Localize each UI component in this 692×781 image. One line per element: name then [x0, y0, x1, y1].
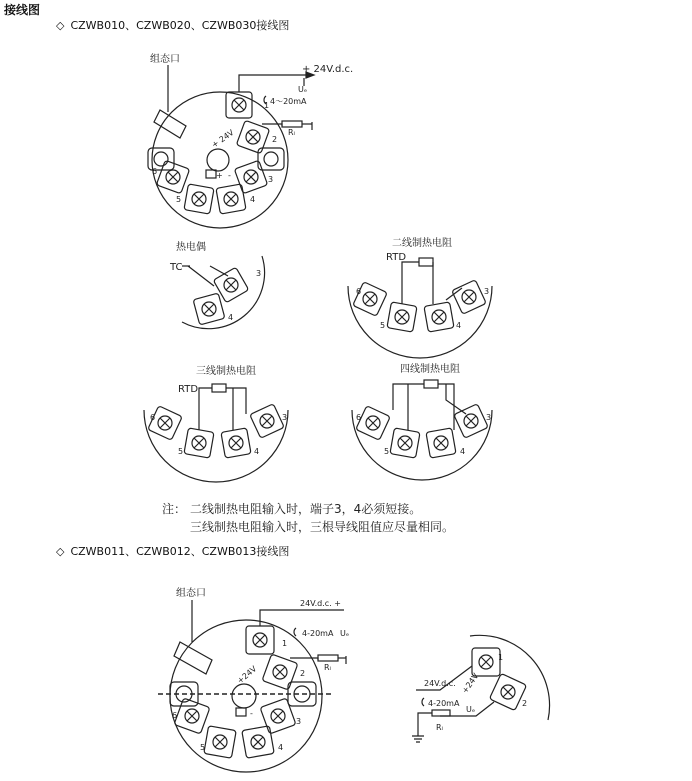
- s1-port-label: 组态口: [150, 54, 180, 65]
- note-line-2: 三线制热电阻输入时，三根导线阻值应尽量相同。: [190, 520, 455, 534]
- side-plus24v-label: +24V: [460, 671, 481, 696]
- s2-center-hole: [232, 684, 256, 708]
- page-heading: 接线图: [4, 3, 41, 17]
- s1-supply-label: + 24V.d.c.: [302, 64, 354, 75]
- two-wire-lead-a: [402, 262, 419, 304]
- three-wire-terminal-5: [184, 428, 214, 458]
- section1-title-text: CZWB010、CZWB020、CZWB030接线图: [70, 19, 290, 32]
- four-wire-term-label-4: 4: [460, 447, 466, 456]
- four-wire-diagram: [352, 380, 492, 480]
- s2-current-loop-icon: [294, 628, 296, 636]
- side-resistor: [432, 710, 450, 716]
- two-wire-term-label-6: 6: [356, 287, 362, 296]
- three-wire-lead-b: [226, 388, 246, 414]
- s1-term-label-3: 3: [268, 175, 274, 184]
- two-wire-terminal-5: [387, 302, 417, 332]
- s2-rl-wire: [290, 658, 318, 660]
- two-wire-diagram: [348, 258, 492, 358]
- s2-plus24v-label: +24V: [235, 664, 259, 686]
- two-wire-term-label-3: 3: [484, 287, 490, 296]
- s2-port-label: 组态口: [176, 588, 206, 599]
- s1-terminal-1: [226, 92, 252, 118]
- diamond-icon: ◇: [56, 545, 65, 558]
- s2-terminal-5: [204, 726, 236, 758]
- s2-term-label-4: 4: [278, 743, 284, 752]
- note-line-1: 二线制热电阻输入时，端子3，4必须短接。: [190, 502, 422, 516]
- s1-term-label-5: 5: [176, 195, 182, 204]
- s1-term-label-2: 2: [272, 135, 278, 144]
- s1-term-label-6: 6: [152, 167, 158, 176]
- s1-term-label-1: 1: [264, 101, 270, 110]
- s1-terminal-3: [234, 160, 267, 193]
- s1-plus24v-label: + 24V: [209, 127, 236, 150]
- s2-supply-wire: [260, 610, 344, 626]
- s2-inner-rtd: [236, 708, 246, 716]
- s1-housing: [152, 92, 288, 228]
- side-supply-label: 24V.d.c.: [424, 679, 456, 688]
- side-current-label: 4-20mA: [428, 699, 460, 708]
- section2-title-text: CZWB011、CZWB012、CZWB013接线图: [70, 545, 290, 558]
- s2-term-label-1: 1: [282, 639, 288, 648]
- s1-plus-label: +: [216, 171, 223, 180]
- s2-terminal-3: [260, 698, 296, 734]
- four-wire-rtd-element: [424, 380, 438, 388]
- two-wire-terminal-3: [452, 280, 490, 315]
- tc-terminal-3: [213, 267, 249, 303]
- s2-term-label-5: 5: [200, 743, 206, 752]
- tc-term-label-3: 3: [256, 269, 262, 278]
- three-wire-term-label-6: 6: [150, 413, 156, 422]
- ground-icon: [412, 736, 424, 742]
- three-wire-rtd-label: RTD: [178, 384, 199, 395]
- two-wire-rtd-label: RTD: [386, 252, 407, 263]
- side-ground-wire: [418, 713, 432, 736]
- three-wire-term-label-4: 4: [254, 447, 260, 456]
- s1-current-label: 4～20mA: [270, 97, 307, 106]
- s2-side-diagram: [412, 635, 550, 742]
- diamond-icon: ◇: [56, 19, 65, 32]
- four-wire-terminal-5: [390, 428, 420, 458]
- three-wire-terminal-6: [148, 406, 183, 441]
- three-wire-terminal-4: [221, 428, 251, 458]
- s2-terminal-4: [242, 726, 274, 758]
- s1-term-label-4: 4: [250, 195, 256, 204]
- side-term-label-2: 2: [522, 699, 528, 708]
- s1-ue-label: Uₑ: [298, 85, 308, 94]
- s1-rl-label: Rₗ: [288, 128, 295, 137]
- four-wire-term-label-3: 3: [486, 413, 492, 422]
- s1-main-diagram: [148, 65, 314, 228]
- side-terminal-1: [472, 648, 500, 676]
- s1-terminal-6: [156, 160, 189, 193]
- three-wire-rtd-element: [212, 384, 226, 392]
- tc-title: 热电偶: [176, 242, 206, 253]
- tc-term-label-4: 4: [228, 313, 234, 322]
- s2-resistor: [318, 655, 338, 661]
- s1-inner-rtd: [206, 170, 216, 178]
- s1-center-hole: [207, 149, 229, 171]
- s2-term-label-6: 6: [172, 711, 178, 720]
- four-wire-terminal-4: [426, 428, 456, 458]
- side-rl-label: Rₗ: [436, 723, 443, 732]
- four-wire-title: 四线制热电阻: [400, 364, 460, 375]
- tc-wire-minus: [188, 266, 214, 286]
- tc-label: TC: [170, 262, 183, 273]
- note-prefix: 注：: [162, 502, 187, 516]
- four-wire-term-label-5: 5: [384, 447, 390, 456]
- tc-diagram: [182, 256, 265, 329]
- s2-term-label-2: 2: [300, 669, 306, 678]
- s1-minus-label: -: [228, 171, 231, 180]
- two-wire-terminal-4: [424, 302, 454, 332]
- two-wire-title: 二线制热电阻: [392, 238, 452, 249]
- s2-main-diagram: [158, 600, 346, 772]
- two-wire-rtd-element: [419, 258, 433, 266]
- three-wire-lead-a: [199, 388, 212, 430]
- two-wire-term-label-4: 4: [456, 321, 462, 330]
- three-wire-title: 三线制热电阻: [196, 366, 256, 377]
- s1-terminal-2: [236, 120, 269, 153]
- four-wire-terminal-6: [356, 406, 391, 441]
- three-wire-terminal-3: [250, 404, 288, 439]
- three-wire-term-label-5: 5: [178, 447, 184, 456]
- s2-minus-label: -: [250, 709, 253, 718]
- s2-current-label: 4-20mA: [302, 629, 334, 638]
- side-ue-label: Uₑ: [466, 705, 476, 714]
- two-wire-term-label-5: 5: [380, 321, 386, 330]
- s2-terminal-1: [246, 626, 274, 654]
- s2-supply-label: 24V.d.c. +: [300, 599, 341, 608]
- s1-terminal-5: [184, 184, 214, 214]
- s2-rl-label: Rₗ: [324, 663, 331, 672]
- side-current-loop-icon: [422, 698, 424, 706]
- s1-resistor: [282, 121, 302, 127]
- four-wire-lead-d: [446, 384, 466, 414]
- s2-ue-label: Uₑ: [340, 629, 350, 638]
- tc-terminal-4: [193, 293, 225, 325]
- s2-terminal-2: [262, 654, 298, 690]
- side-term-label-1: 1: [498, 653, 504, 662]
- two-wire-housing-arc: [348, 286, 492, 358]
- three-wire-term-label-3: 3: [282, 413, 288, 422]
- s1-supply-wire: [239, 75, 306, 92]
- tc-wire-plus: [210, 266, 228, 276]
- s2-terminal-6: [174, 698, 210, 734]
- s2-term-label-3: 3: [296, 717, 302, 726]
- three-wire-diagram: [144, 384, 288, 482]
- four-wire-term-label-6: 6: [356, 413, 362, 422]
